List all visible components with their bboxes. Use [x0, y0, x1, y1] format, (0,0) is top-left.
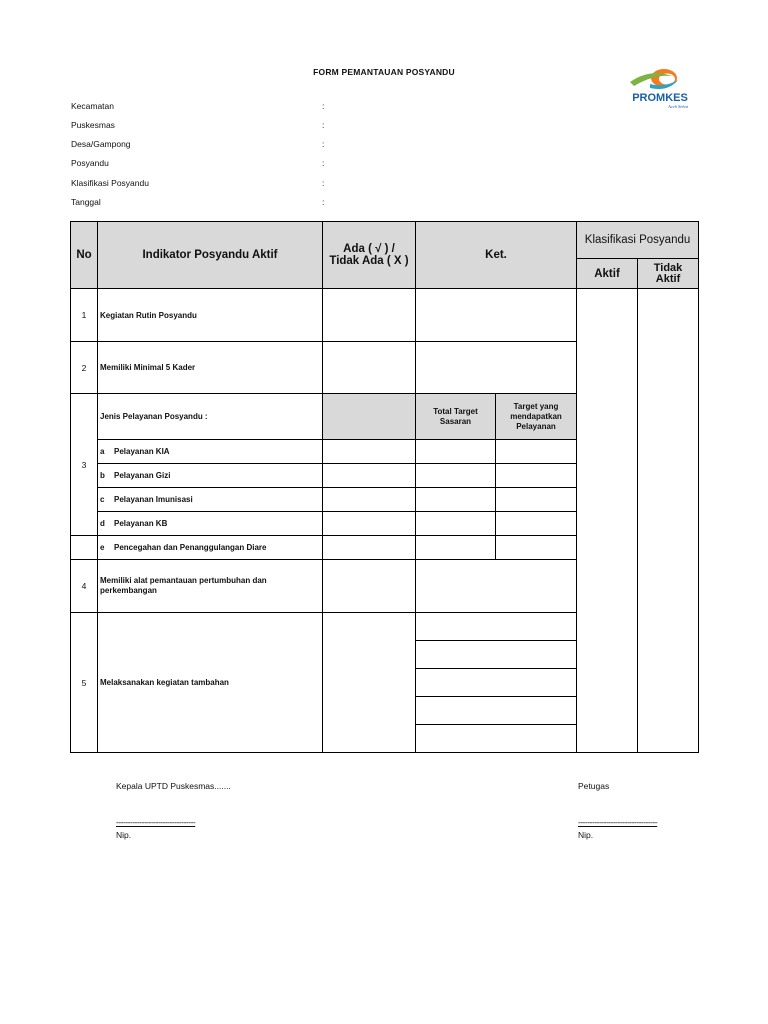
row-label [98, 560, 323, 613]
total-target-cell[interactable] [416, 440, 496, 464]
header-no: No [71, 222, 98, 289]
header-tidak-aktif-line2: Aktif [655, 272, 681, 285]
signature-right-line: ---------------------------------- [578, 817, 658, 827]
form-title: FORM PEMANTAUAN POSYANDU [313, 67, 455, 77]
row-no: 1 [71, 289, 98, 342]
header-klasifikasi: Klasifikasi Posyandu [577, 222, 699, 259]
field-colon: : [322, 120, 325, 130]
subheader-target-pelayanan [496, 394, 577, 440]
field-colon: : [322, 139, 325, 149]
target-pelayanan-cell[interactable] [496, 440, 577, 464]
total-target-cell[interactable] [416, 536, 496, 560]
header-ada-line2: Tidak Ada ( X ) [329, 255, 409, 267]
ada-cell[interactable] [323, 536, 416, 560]
total-target-cell[interactable] [416, 512, 496, 536]
ada-cell-header [323, 394, 416, 440]
field-label-posyandu: Posyandu [71, 158, 109, 168]
row-label-line: perkembangan [100, 586, 157, 595]
subheader-total-target [416, 394, 496, 440]
field-colon: : [322, 101, 325, 111]
row-no-empty [71, 536, 98, 560]
sub-item [98, 536, 323, 560]
field-label-tanggal: Tanggal [71, 197, 101, 207]
signature-right-title: Petugas [578, 781, 610, 791]
field-label-desa: Desa/Gampong [71, 139, 131, 149]
sub-letter: e [100, 543, 105, 552]
target-pelayanan-cell[interactable] [496, 512, 577, 536]
promkes-logo [620, 64, 700, 110]
ket-cell[interactable] [416, 641, 577, 669]
ada-cell[interactable] [323, 560, 416, 613]
subheader-text: Sasaran [439, 416, 472, 426]
ket-cell[interactable] [416, 560, 577, 613]
ket-cell[interactable] [416, 289, 577, 342]
ada-cell[interactable] [323, 488, 416, 512]
signature-left-line: ---------------------------------- [116, 817, 196, 827]
field-colon: : [322, 178, 325, 188]
row-no: 2 [71, 342, 98, 394]
field-label-puskesmas: Puskesmas [71, 120, 115, 130]
signature-left-nip: Nip. [116, 830, 132, 840]
row-no: 4 [71, 560, 98, 613]
ada-cell[interactable] [323, 289, 416, 342]
header-tidak-aktif [638, 259, 699, 289]
field-colon: : [322, 197, 325, 207]
sub-label: Pelayanan Gizi [114, 471, 171, 480]
sub-label: Pencegahan dan Penanggulangan Diare [114, 543, 267, 552]
ada-cell[interactable] [323, 512, 416, 536]
sub-label: Pelayanan Imunisasi [114, 495, 193, 504]
subheader-text: Pelayanan [516, 421, 556, 431]
sub-item [98, 464, 323, 488]
header-ket: Ket. [416, 222, 577, 289]
sub-letter: c [100, 495, 105, 504]
ket-cell[interactable] [416, 669, 577, 697]
ada-cell[interactable] [323, 464, 416, 488]
sub-item [98, 440, 323, 464]
sub-letter: a [100, 447, 105, 456]
row-label: Memiliki Minimal 5 Kader [98, 342, 323, 394]
target-pelayanan-cell[interactable] [496, 488, 577, 512]
sub-label: Pelayanan KIA [114, 447, 170, 456]
ket-cell[interactable] [416, 725, 577, 753]
sub-letter: d [100, 519, 105, 528]
sub-letter: b [100, 471, 105, 480]
target-pelayanan-cell[interactable] [496, 536, 577, 560]
field-label-klasifikasi: Klasifikasi Posyandu [71, 178, 149, 188]
ket-cell[interactable] [416, 697, 577, 725]
header-ada [323, 222, 416, 289]
total-target-cell[interactable] [416, 464, 496, 488]
signature-left-title: Kepala UPTD Puskesmas....... [116, 781, 231, 791]
ada-cell[interactable] [323, 613, 416, 753]
signature-right-nip: Nip. [578, 830, 594, 840]
ada-cell[interactable] [323, 342, 416, 394]
logo-text: PROMKES [632, 92, 688, 104]
monitoring-table [70, 221, 699, 753]
row-no: 5 [71, 613, 98, 753]
total-target-cell[interactable] [416, 488, 496, 512]
ada-cell[interactable] [323, 440, 416, 464]
logo-tagline: Aceh Sehat [667, 104, 689, 109]
subheader-text: mendapatkan [510, 411, 562, 421]
row-label: Melaksanakan kegiatan tambahan [98, 613, 323, 753]
sub-item [98, 512, 323, 536]
aktif-cell[interactable] [577, 289, 638, 753]
row-no: 3 [71, 394, 98, 536]
field-colon: : [322, 158, 325, 168]
header-aktif: Aktif [577, 259, 638, 289]
header-ada-line1: Ada ( √ ) / [343, 243, 395, 255]
ket-cell[interactable] [416, 613, 577, 641]
field-label-kecamatan: Kecamatan [71, 101, 114, 111]
tidak-aktif-cell[interactable] [638, 289, 699, 753]
sub-label: Pelayanan KB [114, 519, 168, 528]
sub-item [98, 488, 323, 512]
ket-cell[interactable] [416, 342, 577, 394]
table-row [71, 289, 699, 342]
subheader-text: Total Target [433, 406, 478, 416]
row-label: Jenis Pelayanan Posyandu : [98, 394, 323, 440]
subheader-text: Target yang [513, 401, 559, 411]
row-label-line: Memiliki alat pemantauan pertumbuhan dan [100, 576, 267, 585]
header-indikator: Indikator Posyandu Aktif [98, 222, 323, 289]
target-pelayanan-cell[interactable] [496, 464, 577, 488]
row-label: Kegiatan Rutin Posyandu [98, 289, 323, 342]
header-tidak-aktif-line1: Tidak [653, 261, 683, 274]
